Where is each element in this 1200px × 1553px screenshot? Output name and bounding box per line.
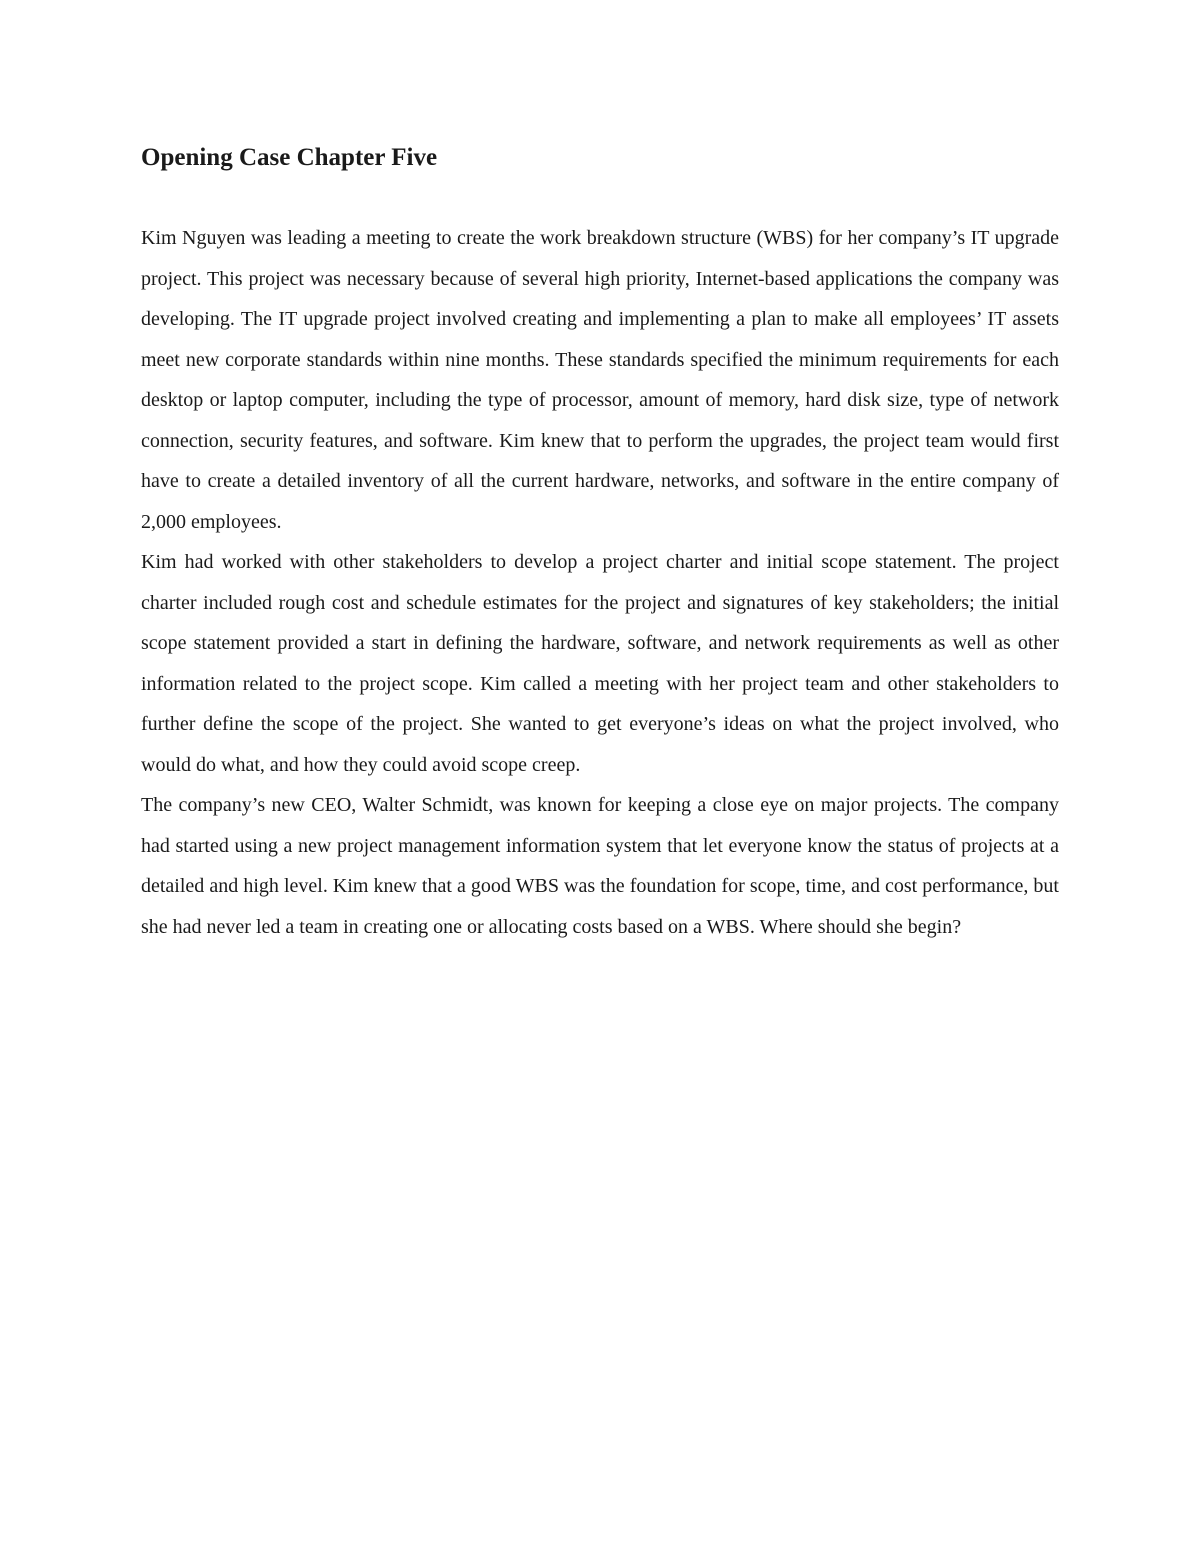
- paragraph-charter: Kim had worked with other stakeholders to develop a project charter and initial scope statement. The project charter included rough cost and schedule estimates for the project and signatures of key stakeholders; the initial scope statement provided a start in defining the hardware, software, and network requirements as well as other information related to the project scope. Kim called a meeting with her project team and other stakeholders to further define the scope of the project. She wanted to get everyone’s ideas on what the project involved, who would do what, and how they could avoid scope creep.: [141, 551, 1059, 776]
- document-title: Opening Case Chapter Five: [141, 144, 438, 171]
- paragraph-intro: Kim Nguyen was leading a meeting to create the work breakdown structure (WBS) for her company’s IT upgrade project. This project was necessary because of several high priority, Internet-based applications the company was developing. The IT upgrade project involved creating and implementing a plan to make all employees’ IT assets meet new corporate standards within nine months. These standards specified the minimum requirements for each desktop or laptop computer, including the type of processor, amount of memory, hard disk size, type of network connection, security features, and software. Kim knew that to perform the upgrades, the project team would first have to create a detailed inventory of all the current hardware, networks, and software in the entire company of 2,000 employees.: [141, 227, 1059, 533]
- paragraph-ceo: The company’s new CEO, Walter Schmidt, was known for keeping a close eye on major projects. The company had started using a new project management information system that let everyone know the status of projects at a detailed and high level. Kim knew that a good WBS was the foundation for scope, time, and cost performance, but she had never led a team in creating one or allocating costs based on a WBS. Where should she begin?: [141, 794, 1059, 938]
- document-body: [141, 138, 1059, 947]
